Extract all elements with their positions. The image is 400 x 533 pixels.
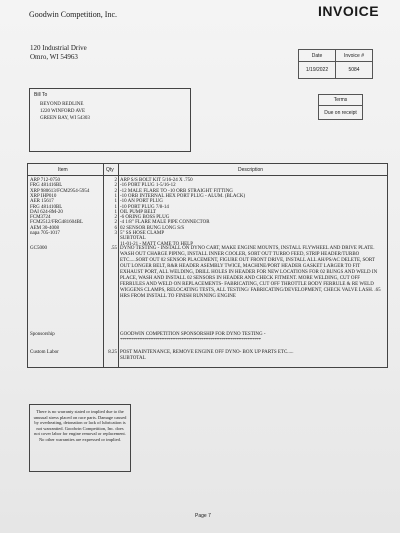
row-qty: 2 <box>114 178 117 183</box>
row-qty: 6 <box>114 225 117 231</box>
row-qty: 1 <box>114 193 117 199</box>
sponsorship-stars: **************************************************************** <box>120 338 261 343</box>
row-item: FCM3724 <box>30 215 51 221</box>
gc-description: DYNO TESTING - INSTALL ON DYNO CART, MAKE ENGINE MOUNTS, INSTALL FLYWHEEL AND DRIVE PLATE. WASH OUT CHARGE PIPING, INSTALL INNER COOLER, SORT OUT TURBO FEED, STRIP HEADER/TURBO ETC.....SORT OUT 02 SENSOR PLACEMENT, FIGURE OUT FRONT DRIVE, INSTALL ALL AH/PS/AC DELETE, SORT OUT LONGER BELT, R&R HEADER ASEMBLY TWICE, MACHINE/PORT HEADER GASKET LARGER TO FIT EXHAUST PORT, ALL WELDING, DRILL HOLES IN HEADER FOR NEW LOCATIONS FOR 02 BUNGS AND WELD IN PLACE, WASH AND INSTALL 02 SENSORS IN HEADER AND CHECK FITMENT. MORE WELDING, CUT OFF FERRULES AND WELD ON REPLACEMENTS- FABRICATING, CUT OFF THROTTLE BODY FERRULE & RE WELD WIGGENS CLAMPS, RELOCATING TESTS, ALL TESTING/ FABRICATING/DEVELOPMENT, CHECK VALVE LASH. .65 HRS FROM INSTALL TO FINISH RUNNING ENGINE <box>120 246 381 299</box>
invoice-date-number-table <box>298 49 373 79</box>
row-item: napa 705-1017 <box>30 231 60 236</box>
row-description: -16 PORT PLUG 1-5/16-12 <box>120 183 176 189</box>
row-qty: 1 <box>114 199 117 205</box>
gc-item: GC5000 <box>30 246 47 251</box>
sponsorship-item: Sponsorship <box>30 332 55 337</box>
column-divider <box>118 164 119 367</box>
page-number: Page 7 <box>195 513 211 519</box>
row-qty: 2 <box>114 188 117 194</box>
row-description: ARP S/S BOLT KIT 5/16-24 X .750 <box>120 178 193 183</box>
invoice-date: 1/19/2022 <box>299 62 336 79</box>
line-items-table <box>27 163 388 368</box>
header-qty: Qty <box>106 167 114 173</box>
header-item: Item <box>58 167 68 173</box>
gc-qty: .55 <box>110 246 117 251</box>
row-description: 5" SS HOSE CLAMP <box>120 231 165 236</box>
custom-labor-item: Custom Labor <box>30 350 59 355</box>
bill-to-address <box>40 101 90 122</box>
row-description: -10 AN PORT PLUG <box>120 199 163 205</box>
invoice-number: 5084 <box>336 62 373 79</box>
row-description: 02 SENSOR BUNG LONG S/S <box>120 225 185 231</box>
row-item: AER 15617 <box>30 199 54 205</box>
company-address <box>30 44 87 62</box>
row-item: ARP 712-0750 <box>30 178 60 183</box>
bill-to-box <box>29 88 191 152</box>
bill-to-label: Bill To <box>34 92 48 98</box>
bill-to-line: 1220 WINFORD AVE <box>40 109 86 114</box>
row-description: -12 MALE FLARE TO -10 ORB STRAIGHT FITTING <box>120 188 233 194</box>
company-address-line: Omro, WI 54963 <box>30 53 78 61</box>
row-description: -4 1/8" FLARE MALE PIPE CONNECTOR <box>120 220 210 226</box>
row-item: FRG 481416BL <box>30 183 63 189</box>
terms-table <box>318 94 363 120</box>
row-item: FRG 481410BL <box>30 204 63 210</box>
row-item: AEM 30-4008 <box>30 225 60 231</box>
header-description: Description <box>238 167 264 173</box>
row-description: -6 ORING BOSS PLUG <box>120 215 170 221</box>
terms-label: Terms <box>319 95 363 106</box>
row-qty: 1 <box>114 209 117 215</box>
row-qty: 3 <box>114 231 117 236</box>
custom-labor-qty: 8.25 <box>108 350 117 355</box>
company-address-line: 120 Industrial Drive <box>30 44 87 52</box>
row-item: FCM2512/FRG481604BL <box>30 220 84 226</box>
row-description: 11-01-21 - MATT CAME TO HELP <box>120 241 194 247</box>
row-item: DAI 624-8M-20 <box>30 209 63 215</box>
row-description: OIL PUMP BELT <box>120 209 157 215</box>
date-label: Date <box>299 50 336 62</box>
row-item: XRP IHP010 <box>30 193 57 199</box>
company-name: Goodwin Competition, Inc. <box>29 10 117 19</box>
row-qty: 2 <box>114 215 117 221</box>
custom-labor-subtotal: SUBTOTAL <box>120 356 146 361</box>
invoice-number-label: Invoice # <box>336 50 373 62</box>
row-description: -10 PORT PLUG 7/8-14 <box>120 204 169 210</box>
row-description: -10 ORB INTERNAL HEX PORT PLUG - ALUM. (BLACK) <box>120 193 246 199</box>
sponsorship-description: GOODWIN COMPETITION SPONSORSHIP FOR DYNO TESTING - <box>120 332 266 337</box>
row-qty: 1 <box>114 204 117 210</box>
invoice-title: INVOICE <box>318 3 380 19</box>
bill-to-line: BEYOND REDLINE <box>40 102 84 107</box>
row-qty: 2 <box>114 183 117 189</box>
custom-labor-description: POST MAINTENANCE, REMOVE ENGINE OFF DYNO- BOX UP PARTS ETC..... <box>120 350 294 355</box>
terms-value: Due on receipt <box>319 106 363 120</box>
row-item: XRP 980613/FCM2954-5954 <box>30 188 90 194</box>
row-qty: 2 <box>114 220 117 226</box>
table-header <box>28 164 387 176</box>
warranty-note: There is no warranty stated or implied due to the unusual stress placed on race parts. Damage caused by overheating, detonation or lack of lubrication is not warrantied. Goodwin Competition, Inc. does not cover labor for engine removal or replacement. No other warranties are expressed or implied. <box>29 404 131 472</box>
row-description: SUBTOTAL <box>120 236 146 242</box>
bill-to-line: GREEN BAY, WI 54303 <box>40 116 90 121</box>
